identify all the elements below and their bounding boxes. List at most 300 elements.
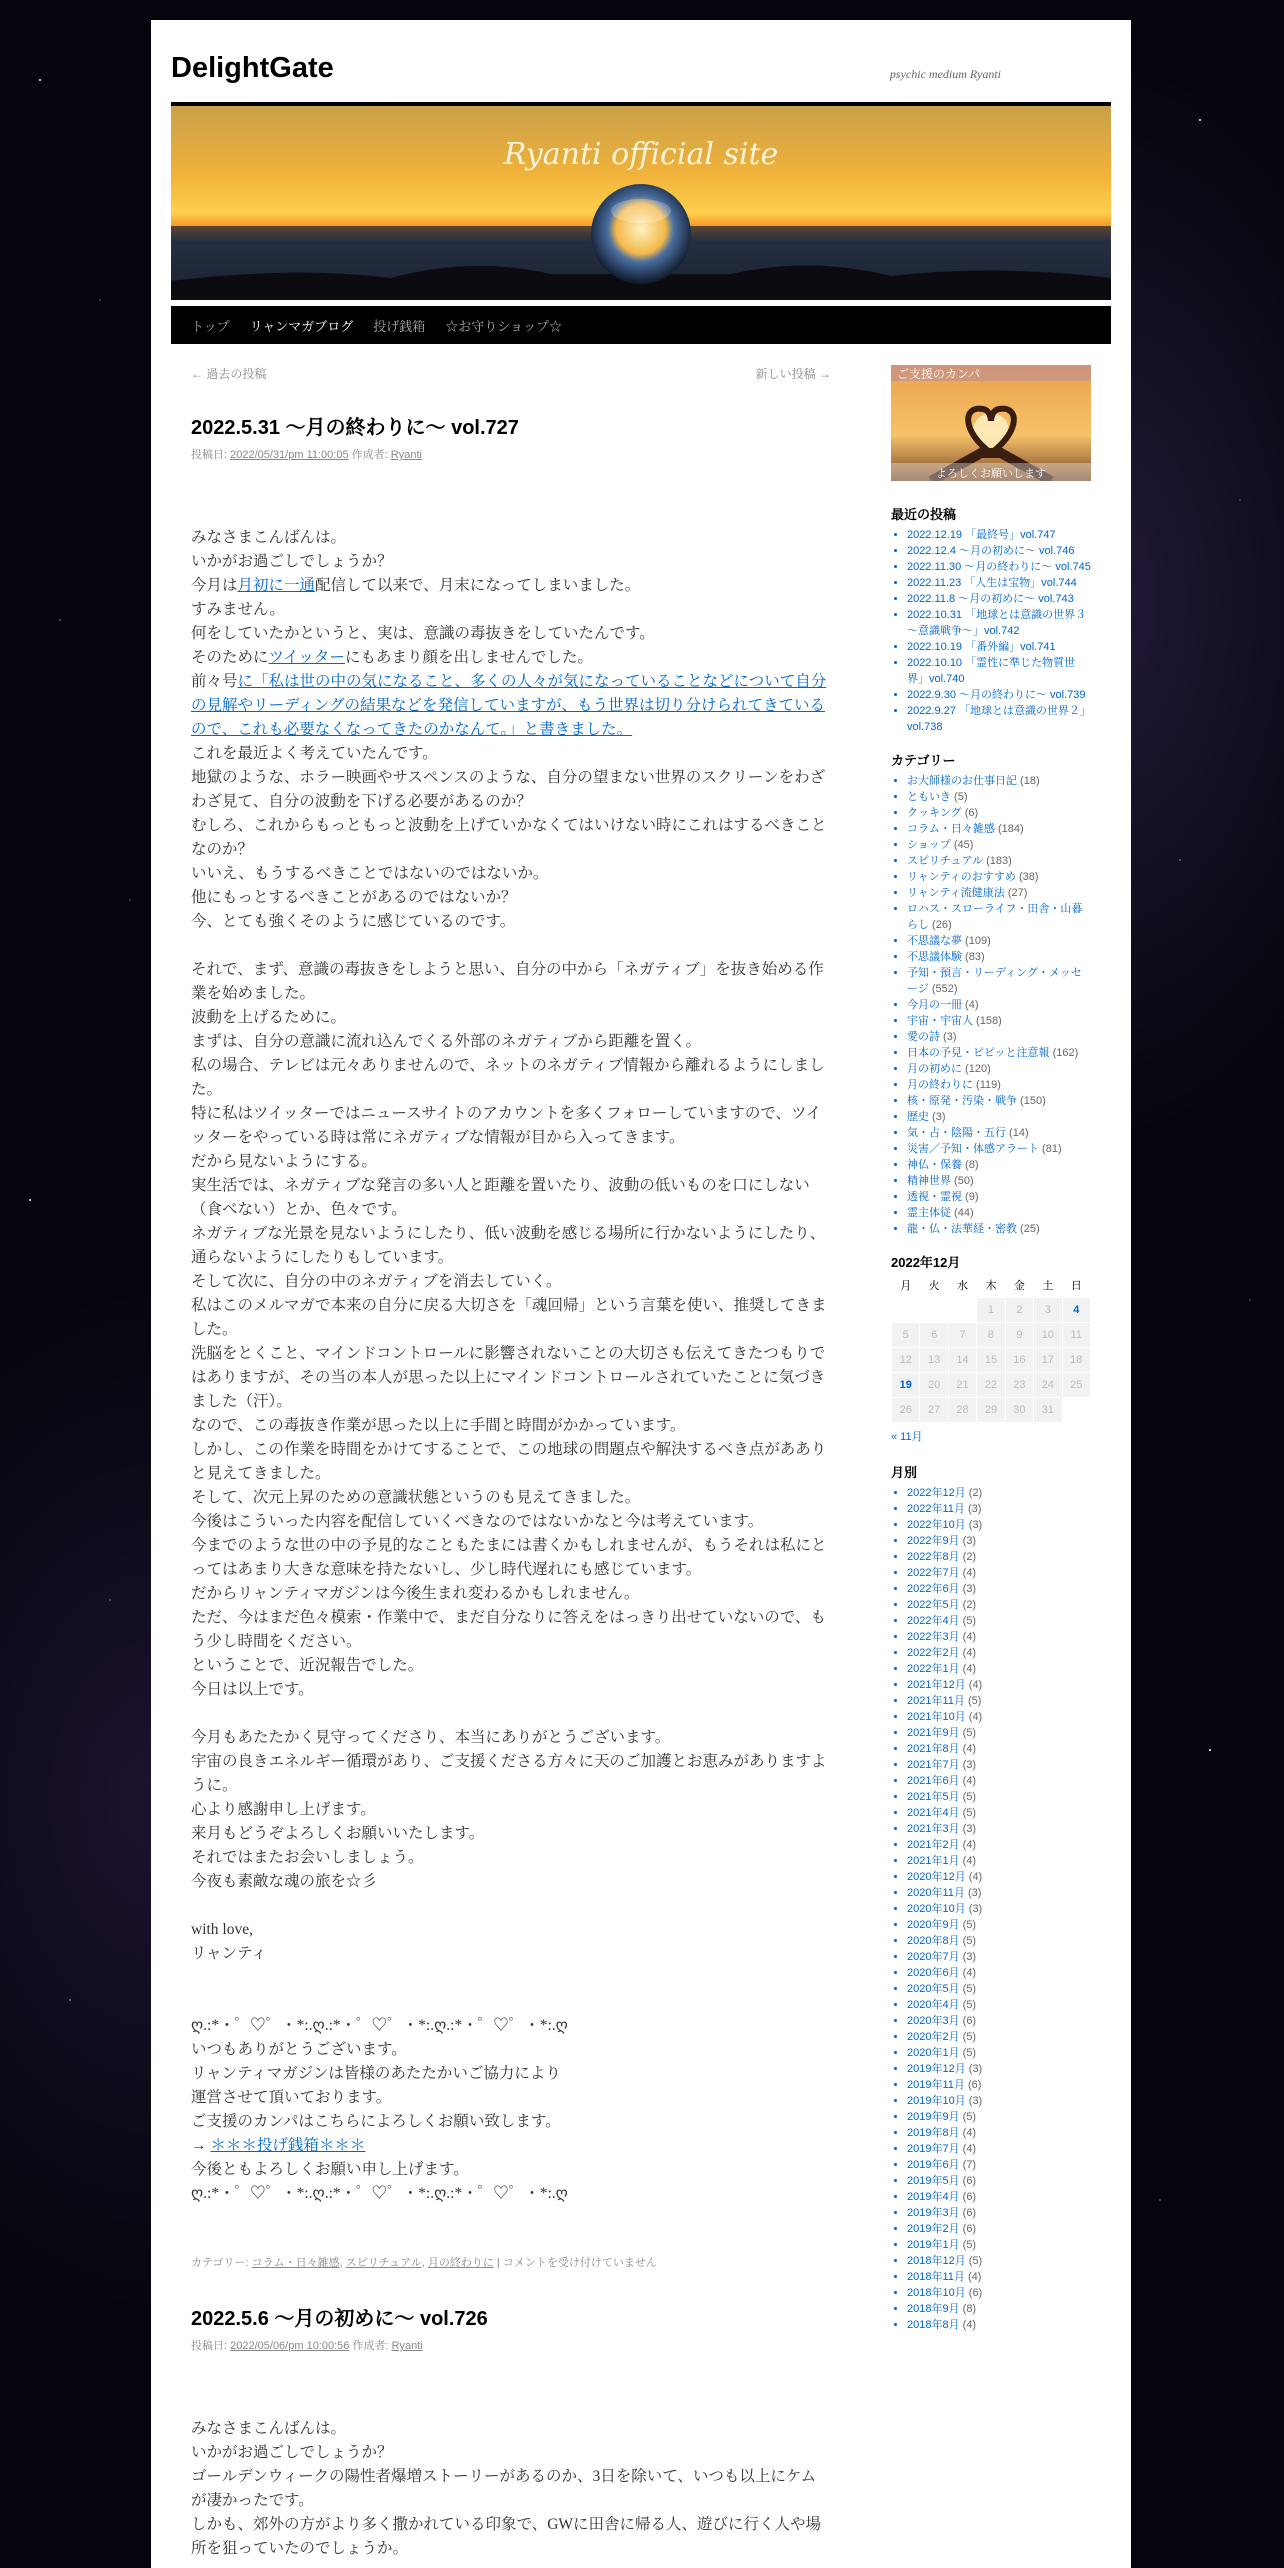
category-count: (26) xyxy=(929,919,952,931)
category-count: (552) xyxy=(928,983,958,995)
archive-item[interactable] xyxy=(907,1485,1091,1501)
archive-item[interactable] xyxy=(907,1885,1091,1901)
archive-item[interactable] xyxy=(907,1997,1091,2013)
body-line xyxy=(191,670,831,742)
archive-count: (3) xyxy=(959,1951,977,1963)
utility-category-link[interactable]: 月の終わりに xyxy=(427,2257,494,2269)
archive-link[interactable]: 2018年11月 xyxy=(907,2271,965,2283)
category-item[interactable] xyxy=(907,837,1091,853)
archive-item[interactable] xyxy=(907,1725,1091,1741)
body-line: 地獄のような、ホラー映画やサスペンスのような、自分の望まない世界のスクリーンをわざわざ見て、自分の波動を下げる必要があるのか？ xyxy=(191,769,826,810)
category-item[interactable] xyxy=(907,821,1091,837)
calendar-day: 7 xyxy=(948,1323,976,1348)
archive-count: (6) xyxy=(959,2207,977,2219)
archive-count: (5) xyxy=(959,1615,977,1627)
meta-date-label: 投稿日: xyxy=(191,449,228,461)
archive-item[interactable] xyxy=(907,1965,1091,1981)
category-link[interactable]: 神仏・保養 xyxy=(907,1159,962,1171)
archive-count: (3) xyxy=(965,2063,983,2075)
body-line: すみません。 xyxy=(191,601,285,618)
archive-item[interactable] xyxy=(907,2093,1091,2109)
category-item[interactable] xyxy=(907,805,1091,821)
archive-item[interactable] xyxy=(907,1517,1091,1533)
category-link[interactable]: 宇宙・宇宙人 xyxy=(907,1015,973,1027)
archive-link[interactable]: 2020年10月 xyxy=(907,1903,966,1915)
body-text: 配信して以来で、月末になってしまいました。 xyxy=(315,577,641,594)
recent-posts-title: 最近の投稿 xyxy=(891,507,957,522)
category-item[interactable] xyxy=(907,773,1091,789)
archive-item[interactable] xyxy=(907,2173,1091,2189)
calendar-day: 18 xyxy=(1062,1348,1090,1373)
body-text: 今月は xyxy=(191,577,238,594)
archive-item[interactable] xyxy=(907,2141,1091,2157)
archive-link[interactable]: 2020年5月 xyxy=(907,1983,960,1995)
archive-link[interactable]: 2020年1月 xyxy=(907,2047,960,2059)
category-link[interactable]: リャンティのおすすめ xyxy=(907,871,1016,883)
calendar-day: 20 xyxy=(920,1373,948,1398)
archive-link[interactable]: 2019年11月 xyxy=(907,2079,965,2091)
archive-link[interactable]: 2022年2月 xyxy=(907,1647,960,1659)
category-item[interactable] xyxy=(907,1125,1091,1141)
category-item[interactable] xyxy=(907,1157,1091,1173)
archive-count: (3) xyxy=(964,1503,982,1515)
archive-link[interactable]: 2020年12月 xyxy=(907,1871,966,1883)
category-link[interactable]: クッキング xyxy=(907,807,962,819)
archive-item[interactable] xyxy=(907,2269,1091,2285)
category-link[interactable]: 月の終わりに xyxy=(907,1079,973,1091)
calendar-day: 12 xyxy=(892,1348,920,1373)
category-link[interactable]: 精神世界 xyxy=(907,1175,951,1187)
archive-item[interactable] xyxy=(907,1933,1091,1949)
recent-posts-list xyxy=(891,527,1091,735)
comments-closed-text: | コメントを受け付けていません xyxy=(496,2257,657,2269)
kanpa-title: ご支援のカンパ xyxy=(897,367,981,381)
archive-link[interactable]: 2021年9月 xyxy=(907,1727,960,1739)
archive-link[interactable]: 2022年6月 xyxy=(907,1583,960,1595)
sidebar xyxy=(891,365,1091,2351)
body-line: 私の場合、テレビは元々ありませんので、ネットのネガティブ情報から離れるようにしました。 xyxy=(191,1057,825,1098)
calendar-day: 27 xyxy=(920,1398,948,1423)
archive-count: (7) xyxy=(959,2159,977,2171)
body-line: ゴールデンウィークの陽性者爆増ストーリーがあるのか、3日を除いて、いつも以上にケムが凄かったです。 xyxy=(191,2468,817,2509)
inline-link[interactable]: に「私は世の中の気になること、多くの人々が気になっていることなどについて自分の見解やリーディングの結果などを発信していますが、もう世界は切り分けられてきているので、これも必要なくなってきたのかなんて。」と書きました。 xyxy=(191,673,827,738)
archive-link[interactable]: 2020年6月 xyxy=(907,1967,960,1979)
inline-link[interactable]: 月初に一通 xyxy=(237,577,316,594)
post-title[interactable]: 2022.5.31 ～月の終わりに～ vol.727 xyxy=(191,417,519,439)
archive-link[interactable]: 2020年7月 xyxy=(907,1951,960,1963)
category-item[interactable] xyxy=(907,869,1091,885)
archive-link[interactable]: 2022年8月 xyxy=(907,1551,960,1563)
archive-link[interactable]: 2022年12月 xyxy=(907,1487,966,1499)
archive-item[interactable] xyxy=(907,1853,1091,1869)
body-line: そして次に、自分の中のネガティブを消去していく。 xyxy=(191,1273,562,1290)
recent-post-link[interactable]: • 2022.11.8 ～月の初めに～ vol.743 xyxy=(907,591,1091,607)
calendar-empty-cell xyxy=(948,1298,976,1323)
body-line: 今日は以上です。 xyxy=(191,1681,314,1698)
archive-item[interactable] xyxy=(907,1549,1091,1565)
post-meta xyxy=(191,2337,831,2353)
archive-count: (4) xyxy=(959,1567,977,1579)
paragraph-gap xyxy=(191,1966,831,1990)
archives-title: 月別 xyxy=(891,1465,918,1480)
archive-link[interactable]: 2021年10月 xyxy=(907,1711,966,1723)
archive-count: (2) xyxy=(965,1487,983,1499)
post-body xyxy=(191,2417,831,2561)
calendar-day: 10 xyxy=(1034,1323,1062,1348)
calendar-day: 1 xyxy=(977,1298,1005,1323)
archive-item[interactable] xyxy=(907,1501,1091,1517)
category-count: (184) xyxy=(994,823,1024,835)
body-line: リャンティマガジンは皆様のあたたかいご協力により xyxy=(191,2065,561,2082)
category-link[interactable]: コラム・日々雑感 xyxy=(907,823,995,835)
category-link[interactable]: ロハス・スローライフ・田舎・山暮らし xyxy=(907,903,1083,931)
calendar-day: 5 xyxy=(892,1323,920,1348)
calendar-day: 31 xyxy=(1034,1398,1062,1423)
body-line: しかし、この作業を時間をかけてすることで、この地球の問題点や解決するべき点があありと見えてきました。 xyxy=(191,1441,827,1482)
body-line: それで、まず、意識の毒抜きをしようと思い、自分の中から「ネガティブ」を抜き始める作業を始めました。 xyxy=(191,961,824,1002)
archive-link[interactable]: 2020年3月 xyxy=(907,2015,960,2027)
category-link[interactable]: 予知・預言・リーディング・メッセージ xyxy=(907,967,1082,995)
archive-link[interactable]: 2022年7月 xyxy=(907,1567,960,1579)
archive-item[interactable] xyxy=(907,2253,1091,2269)
recent-post-link[interactable]: • 2022.10.19 「番外編」vol.741 xyxy=(907,639,1091,655)
archive-item[interactable] xyxy=(907,1981,1091,1997)
archive-item[interactable] xyxy=(907,1837,1091,1853)
post-body xyxy=(191,526,831,2206)
archive-link[interactable]: 2019年7月 xyxy=(907,2143,960,2155)
archive-item[interactable] xyxy=(907,2077,1091,2093)
archive-link[interactable]: 2019年12月 xyxy=(907,2063,966,2075)
calendar-day: 28 xyxy=(948,1398,976,1423)
site-title[interactable]: DelightGate xyxy=(171,52,334,84)
calendar-weekday: 土 xyxy=(1042,1280,1054,1292)
category-link[interactable]: 気・占・陰陽・五行 xyxy=(907,1127,1006,1139)
archive-count: (6) xyxy=(959,2175,977,2187)
archive-count: (2) xyxy=(959,1551,977,1563)
archive-link[interactable]: 2020年2月 xyxy=(907,2031,960,2043)
archive-item[interactable] xyxy=(907,1949,1091,1965)
archive-count: (4) xyxy=(965,1871,983,1883)
archive-item[interactable] xyxy=(907,1565,1091,1581)
calendar-day: 13 xyxy=(920,1348,948,1373)
calendar-day[interactable]: 4 xyxy=(1062,1298,1090,1323)
recent-post-link[interactable]: • 2022.12.19 「最終号」vol.747 xyxy=(907,527,1091,543)
archive-link[interactable]: 2021年7月 xyxy=(907,1759,960,1771)
archive-item[interactable] xyxy=(907,1629,1091,1645)
category-link[interactable]: 愛の詩 xyxy=(907,1031,940,1043)
category-link[interactable]: 不思議体験 xyxy=(907,951,962,963)
archive-item[interactable] xyxy=(907,2237,1091,2253)
archive-link[interactable]: 2019年2月 xyxy=(907,2223,960,2235)
archive-link[interactable]: 2019年10月 xyxy=(907,2095,966,2107)
archive-item[interactable] xyxy=(907,1901,1091,1917)
category-item[interactable] xyxy=(907,1173,1091,1189)
category-count: (83) xyxy=(962,951,985,963)
archive-link[interactable]: 2019年1月 xyxy=(907,2239,960,2251)
archive-item[interactable] xyxy=(907,1613,1091,1629)
archive-link[interactable]: 2019年4月 xyxy=(907,2191,960,2203)
archive-count: (5) xyxy=(959,1727,977,1739)
archives-list xyxy=(891,1485,1091,2333)
category-item[interactable] xyxy=(907,965,1091,997)
archive-link[interactable]: 2022年11月 xyxy=(907,1503,965,1515)
category-item[interactable] xyxy=(907,901,1091,933)
categories-list xyxy=(891,773,1091,1237)
category-link[interactable]: 今月の一冊 xyxy=(907,999,962,1011)
menu-item-blog[interactable]: リャンマガブログ xyxy=(249,318,354,334)
category-link[interactable]: リャンティ流健康法 xyxy=(907,887,1005,899)
archive-item[interactable] xyxy=(907,2285,1091,2301)
category-item[interactable] xyxy=(907,1189,1091,1205)
category-count: (8) xyxy=(962,1159,979,1171)
archive-link[interactable]: 2018年10月 xyxy=(907,2287,966,2299)
archive-item[interactable] xyxy=(907,2045,1091,2061)
newer-posts-link[interactable]: 新しい投稿 → xyxy=(755,367,831,381)
archive-count: (5) xyxy=(959,1807,977,1819)
calendar-weekday: 日 xyxy=(1070,1280,1082,1292)
archive-item[interactable] xyxy=(907,2317,1091,2333)
calendar-day: 3 xyxy=(1034,1298,1062,1323)
header-banner xyxy=(171,102,1111,300)
archive-count: (3) xyxy=(965,1519,983,1531)
archive-count: (3) xyxy=(965,2095,983,2107)
archive-item[interactable] xyxy=(907,2301,1091,2317)
archive-item[interactable] xyxy=(907,1677,1091,1693)
category-link[interactable]: 霊主体従 xyxy=(907,1207,951,1219)
archive-link[interactable]: 2020年9月 xyxy=(907,1919,960,1931)
calendar-day: 30 xyxy=(1005,1398,1033,1423)
recent-post-link[interactable]: • 2022.10.10 「霊性に準じた物質世界」vol.740 xyxy=(907,655,1091,687)
post-author-link[interactable]: Ryanti xyxy=(390,449,422,461)
archive-count: (4) xyxy=(959,1839,977,1851)
body-line: これを最近よく考えていたんです。 xyxy=(191,745,438,762)
archive-count: (2) xyxy=(959,1599,977,1611)
body-line: 今後はこういった内容を配信していくべきなのではないかなと今は考えています。 xyxy=(191,1513,764,1530)
calendar-day: 21 xyxy=(948,1373,976,1398)
category-item[interactable] xyxy=(907,1205,1091,1221)
archive-link[interactable]: 2021年1月 xyxy=(907,1855,960,1867)
archive-link[interactable]: 2020年4月 xyxy=(907,1999,960,2011)
archive-item[interactable] xyxy=(907,1693,1091,1709)
category-item[interactable] xyxy=(907,1029,1091,1045)
recent-post-link[interactable]: • 2022.10.31 「地球とは意識の世界３～意識戦争～」vol.742 xyxy=(907,607,1091,639)
category-item[interactable] xyxy=(907,1045,1091,1061)
category-count: (162) xyxy=(1049,1047,1079,1059)
recent-post-link[interactable]: • 2022.12.4 ～月の初めに～ vol.746 xyxy=(907,543,1091,559)
archive-count: (5) xyxy=(964,1695,982,1707)
category-item[interactable] xyxy=(907,1221,1091,1237)
archive-count: (8) xyxy=(959,2303,977,2315)
post-title[interactable]: 2022.5.6 ～月の初めに～ vol.726 xyxy=(191,2308,488,2330)
archive-link[interactable]: 2020年11月 xyxy=(907,1887,965,1899)
body-line: 運営させて頂いております。 xyxy=(191,2089,392,2106)
utility-category-link[interactable]: コラム・日々雑感 xyxy=(251,2257,340,2269)
archive-link[interactable]: 2019年6月 xyxy=(907,2159,960,2171)
archive-item[interactable] xyxy=(907,1789,1091,1805)
calendar-prev-link[interactable]: « 11月 xyxy=(891,1431,923,1443)
category-count: (25) xyxy=(1017,1223,1040,1235)
archive-count: (3) xyxy=(959,1583,977,1595)
archive-item[interactable] xyxy=(907,1661,1091,1677)
calendar-day: 15 xyxy=(977,1348,1005,1373)
category-item[interactable] xyxy=(907,1093,1091,1109)
category-item[interactable] xyxy=(907,933,1091,949)
archive-item[interactable] xyxy=(907,1869,1091,1885)
archive-item[interactable] xyxy=(907,1757,1091,1773)
archive-link[interactable]: 2021年4月 xyxy=(907,1807,960,1819)
archive-item[interactable] xyxy=(907,2205,1091,2221)
calendar-day: 25 xyxy=(1062,1373,1090,1398)
category-item[interactable] xyxy=(907,789,1091,805)
archive-item[interactable] xyxy=(907,1709,1091,1725)
body-line: 今月もあたたかく見守ってくださり、本当にありがとうございます。 xyxy=(191,1729,671,1746)
post-author-link[interactable]: Ryanti xyxy=(391,2340,423,2352)
category-count: (38) xyxy=(1015,871,1039,883)
category-link[interactable]: 月の初めに xyxy=(907,1063,962,1075)
recent-post-link[interactable]: • 2022.9.30 ～月の終わりに～ vol.739 xyxy=(907,687,1091,703)
category-link[interactable]: 透視・霊視 xyxy=(907,1191,962,1203)
archive-item[interactable] xyxy=(907,1773,1091,1789)
archive-item[interactable] xyxy=(907,2013,1091,2029)
archive-link[interactable]: 2021年2月 xyxy=(907,1839,960,1851)
inline-link[interactable]: ＊＊＊投げ銭箱＊＊＊ xyxy=(210,2137,366,2154)
body-line: 今、とても強くそのように感じているのです。 xyxy=(191,913,516,930)
archive-count: (5) xyxy=(959,1919,977,1931)
archive-link[interactable]: 2018年12月 xyxy=(907,2255,966,2267)
category-link[interactable]: 歴史 xyxy=(907,1111,929,1123)
heart-hands-image xyxy=(891,365,1091,481)
category-item[interactable] xyxy=(907,1061,1091,1077)
archive-count: (4) xyxy=(959,1663,977,1675)
recent-post-link[interactable]: • 2022.9.27 「地球とは意識の世界２」vol.738 xyxy=(907,703,1091,735)
archive-item[interactable] xyxy=(907,1645,1091,1661)
menu-item-shop[interactable]: ☆お守りショップ☆ xyxy=(445,318,563,334)
archive-count: (3) xyxy=(959,1823,977,1835)
category-link[interactable]: 不思議な夢 xyxy=(907,935,962,947)
body-line: ご支援のカンパはこちらによろしくお願い致します。 xyxy=(191,2113,561,2130)
category-item[interactable] xyxy=(907,885,1091,901)
archive-count: (4) xyxy=(959,1631,977,1643)
archive-count: (5) xyxy=(959,1999,977,2011)
calendar-day: 14 xyxy=(948,1348,976,1373)
category-item[interactable] xyxy=(907,1109,1091,1125)
archive-count: (6) xyxy=(959,2223,977,2235)
recent-post-link[interactable]: • 2022.11.30 ～月の終わりに～ vol.745 xyxy=(907,559,1091,575)
menu-item-tipjar[interactable]: 投げ銭箱 xyxy=(373,318,426,334)
category-item[interactable] xyxy=(907,997,1091,1013)
body-line xyxy=(191,646,831,670)
body-line: 波動を上げるために。 xyxy=(191,1009,347,1026)
category-link[interactable]: 龍・仏・法華経・密教 xyxy=(907,1223,1017,1235)
post-date-link[interactable]: 2022/05/06/pm 10:00:56 xyxy=(230,2340,350,2352)
recent-post-link[interactable]: • 2022.11.23 「人生は宝物」vol.744 xyxy=(907,575,1091,591)
archive-link[interactable]: 2020年8月 xyxy=(907,1935,960,1947)
inline-link[interactable]: ツイッター xyxy=(268,649,345,666)
archive-link[interactable]: 2021年8月 xyxy=(907,1743,960,1755)
archive-link[interactable]: 2021年11月 xyxy=(907,1695,965,1707)
category-link[interactable]: お大師様のお仕事日記 xyxy=(907,775,1017,787)
category-link[interactable]: ショップ xyxy=(907,839,951,851)
archive-link[interactable]: 2022年9月 xyxy=(907,1535,960,1547)
body-line: いかがお過ごしでしょうか？ xyxy=(191,553,393,570)
archive-link[interactable]: 2022年10月 xyxy=(907,1519,966,1531)
archive-link[interactable]: 2019年8月 xyxy=(907,2127,960,2139)
category-count: (9) xyxy=(962,1191,979,1203)
archive-link[interactable]: 2022年1月 xyxy=(907,1663,960,1675)
archive-item[interactable] xyxy=(907,1821,1091,1837)
post-date-link[interactable]: 2022/05/31/pm 11:00:05 xyxy=(230,449,349,461)
category-item[interactable] xyxy=(907,1013,1091,1029)
archive-link[interactable]: 2018年8月 xyxy=(907,2319,960,2331)
archive-count: (4) xyxy=(964,2271,982,2283)
menu-item-top[interactable]: トップ xyxy=(191,318,230,334)
category-item[interactable] xyxy=(907,949,1091,965)
archive-link[interactable]: 2021年6月 xyxy=(907,1775,960,1787)
archive-item[interactable] xyxy=(907,2109,1091,2125)
calendar-weekday: 金 xyxy=(1013,1280,1025,1292)
archive-item[interactable] xyxy=(907,2125,1091,2141)
category-count: (119) xyxy=(973,1079,1001,1091)
archive-count: (6) xyxy=(959,2015,977,2027)
older-posts-link[interactable]: ← 過去の投稿 xyxy=(191,367,267,381)
archive-count: (4) xyxy=(959,1967,977,1979)
category-item[interactable] xyxy=(907,1077,1091,1093)
category-link[interactable]: ともいき xyxy=(907,791,951,803)
archive-link[interactable]: 2022年4月 xyxy=(907,1615,960,1627)
category-link[interactable]: スピリチュアル xyxy=(907,855,984,867)
archive-item[interactable] xyxy=(907,1917,1091,1933)
archive-link[interactable]: 2022年3月 xyxy=(907,1631,960,1643)
category-item[interactable] xyxy=(907,1141,1091,1157)
category-link[interactable]: 核・原発・汚染・戦争 xyxy=(907,1095,1017,1107)
category-item[interactable] xyxy=(907,853,1091,869)
category-count: (3) xyxy=(929,1111,946,1123)
archive-item[interactable] xyxy=(907,2029,1091,2045)
body-line: 宇宙の良きエネルギー循環があり、ご支援くださる方々に天のご加護とお恵みがありますように。 xyxy=(191,1753,827,1794)
archive-count: (4) xyxy=(959,2319,977,2331)
kanpa-banner[interactable] xyxy=(891,365,1091,481)
body-line: そして、次元上昇のための意識状態というのも見えてきました。 xyxy=(191,1489,641,1506)
archive-link[interactable]: 2019年3月 xyxy=(907,2207,960,2219)
archive-item[interactable] xyxy=(907,2157,1091,2173)
archive-item[interactable] xyxy=(907,2061,1091,2077)
archive-link[interactable]: 2021年12月 xyxy=(907,1679,966,1691)
category-link[interactable]: 日本の予見・ピピッと注意報 xyxy=(907,1047,1050,1059)
body-text: 前々号 xyxy=(191,673,238,690)
calendar-day: 11 xyxy=(1062,1323,1090,1348)
category-link[interactable]: 災害／予知・体感アラート xyxy=(907,1143,1039,1155)
archive-item[interactable] xyxy=(907,1581,1091,1597)
archive-item[interactable] xyxy=(907,1533,1091,1549)
archive-count: (4) xyxy=(959,1855,977,1867)
archive-item[interactable] xyxy=(907,2221,1091,2237)
archive-link[interactable]: 2021年3月 xyxy=(907,1823,960,1835)
archive-item[interactable] xyxy=(907,1805,1091,1821)
archive-item[interactable] xyxy=(907,1597,1091,1613)
archive-item[interactable] xyxy=(907,2189,1091,2205)
archive-count: (4) xyxy=(959,1775,977,1787)
archive-link[interactable]: 2019年5月 xyxy=(907,2175,960,2187)
archive-link[interactable]: 2018年9月 xyxy=(907,2303,960,2315)
archive-link[interactable]: 2022年5月 xyxy=(907,1599,960,1611)
body-line: 実生活では、ネガティブな発言の多い人と距離を置いたり、波動の低いものを口にしない（食べない）とか、色々です。 xyxy=(191,1177,810,1218)
archive-link[interactable]: 2021年5月 xyxy=(907,1791,960,1803)
calendar-day[interactable]: 19 xyxy=(892,1373,920,1398)
archive-item[interactable] xyxy=(907,1741,1091,1757)
utility-category-label: カテゴリー: xyxy=(191,2257,249,2269)
archive-link[interactable]: 2019年9月 xyxy=(907,2111,960,2123)
utility-category-link[interactable]: スピリチュアル xyxy=(345,2257,422,2269)
